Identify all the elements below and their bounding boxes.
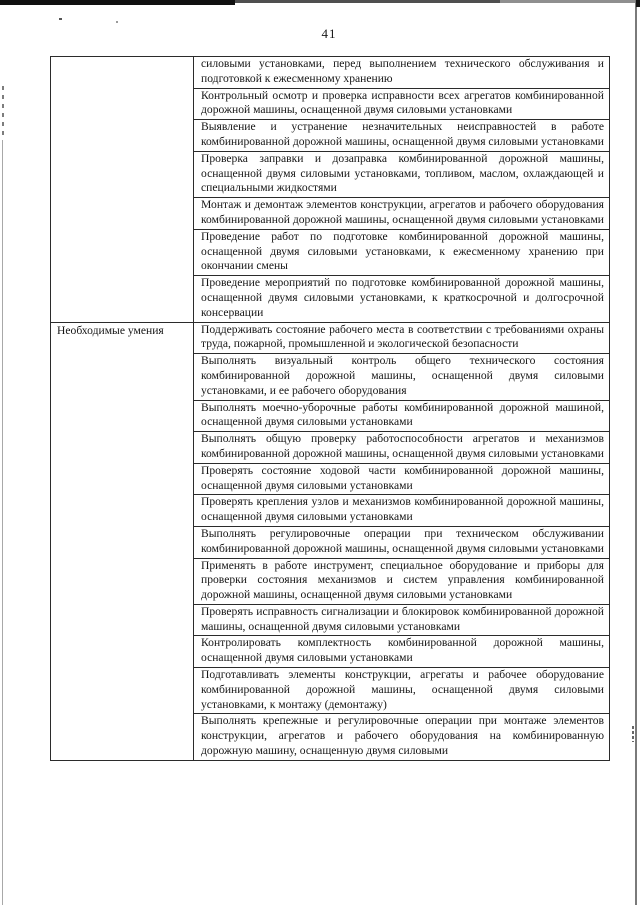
table-row: Подготавливать элементы конструкции, агрегаты и рабочее оборудование комбинированной дорожной машины, оснащенной двумя силовыми установками, к монтажу (демонтажу)	[194, 667, 609, 713]
scan-artifact-left-dashes	[2, 86, 4, 138]
row-label-cell: Необходимые умения	[51, 323, 194, 760]
scan-artifact-speck	[116, 21, 118, 23]
table-row: Выполнять крепежные и регулировочные операции при монтаже элементов конструкции, агрегатов и рабочего оборудования на комбинированную дорожную машину, оснащенную двумя силовыми	[194, 713, 609, 759]
table-row: Контролировать комплектность комбинированной дорожной машины, оснащенной двумя силовыми установками	[194, 635, 609, 667]
table-row: Проверка заправки и дозаправка комбинированной дорожной машины, оснащенной двумя силовыми установками, топливом, маслом, охлаждающей и специальными жидкостями	[194, 151, 609, 197]
page-number: 41	[321, 26, 337, 41]
scan-artifact-top-right-corner	[636, 0, 640, 7]
scan-artifact-top-bar	[0, 0, 235, 5]
scan-artifact-top-bar-mid	[235, 0, 500, 3]
professional-standard-table	[50, 56, 610, 761]
table-section-required-skills	[51, 322, 609, 760]
table-row: силовыми установками, перед выполнением технического обслуживания и подготовкой к ежесменному хранению	[201, 57, 604, 85]
table-row: Выполнять регулировочные операции при техническом обслуживании комбинированной дорожной машины, оснащенной двумя силовыми установками	[194, 526, 609, 558]
table-row: Выявление и устранение незначительных неисправностей в работе комбинированной дорожной машины, оснащенной двумя силовыми установками	[194, 119, 609, 151]
section-rows	[194, 57, 609, 322]
table-row: Проведение мероприятий по подготовке комбинированной дорожной машины, оснащенной двумя силовыми установками, к краткосрочной и долгосрочной консервации	[194, 275, 609, 321]
section-rows	[194, 323, 609, 760]
table-row: Применять в работе инструмент, специальное оборудование и приборы для проверки состояния механизмов и систем управления комбинированной дорожной машины, оснащенной двумя силовыми установками	[194, 558, 609, 604]
table-row: Выполнять общую проверку работоспособности агрегатов и механизмов комбинированной дорожной машины, оснащенной двумя силовыми установками	[194, 431, 609, 463]
table-row: Проверять состояние ходовой части комбинированной дорожной машины, оснащенной двумя силовыми установками	[194, 463, 609, 495]
table-row: Контрольный осмотр и проверка исправности всех агрегатов комбинированной дорожной машины, оснащенной двумя силовыми установками	[194, 88, 609, 120]
scan-artifact-top-bar-light	[500, 0, 640, 3]
table-row: Поддерживать состояние рабочего места в соответствии с требованиями охраны труда, пожарной, промышленной и экологической безопасности	[201, 322, 604, 351]
table-row: Выполнять моечно-уборочные работы комбинированной дорожной машиной, оснащенной двумя силовыми установками	[194, 400, 609, 432]
scan-artifact-left-edge-line	[2, 140, 3, 905]
table-row: Проверять крепления узлов и механизмов комбинированной дорожной машины, оснащенной двумя силовыми установками	[194, 494, 609, 526]
table-row: Проверять исправность сигнализации и блокировок комбинированной дорожной машины, оснащенной двумя силовыми установками	[194, 604, 609, 636]
table-row: Выполнять визуальный контроль общего технического состояния комбинированной дорожной машины, оснащенной двумя силовыми установками, и ее рабочего оборудования	[194, 353, 609, 399]
table-section-continuation	[51, 57, 609, 322]
scan-artifact-speck	[59, 18, 62, 20]
table-row: Проведение работ по подготовке комбинированной дорожной машины, оснащенной двумя силовыми установками, к ежесменному хранению при окончании смены	[194, 229, 609, 275]
scan-artifact-right-dashes	[632, 726, 634, 742]
scan-artifact-right-edge-line	[635, 0, 637, 905]
table-row: Монтаж и демонтаж элементов конструкции, агрегатов и рабочего оборудования комбинированной дорожной машины, оснащенной двумя силовыми установками	[194, 197, 609, 229]
row-label-cell-empty	[51, 57, 194, 322]
